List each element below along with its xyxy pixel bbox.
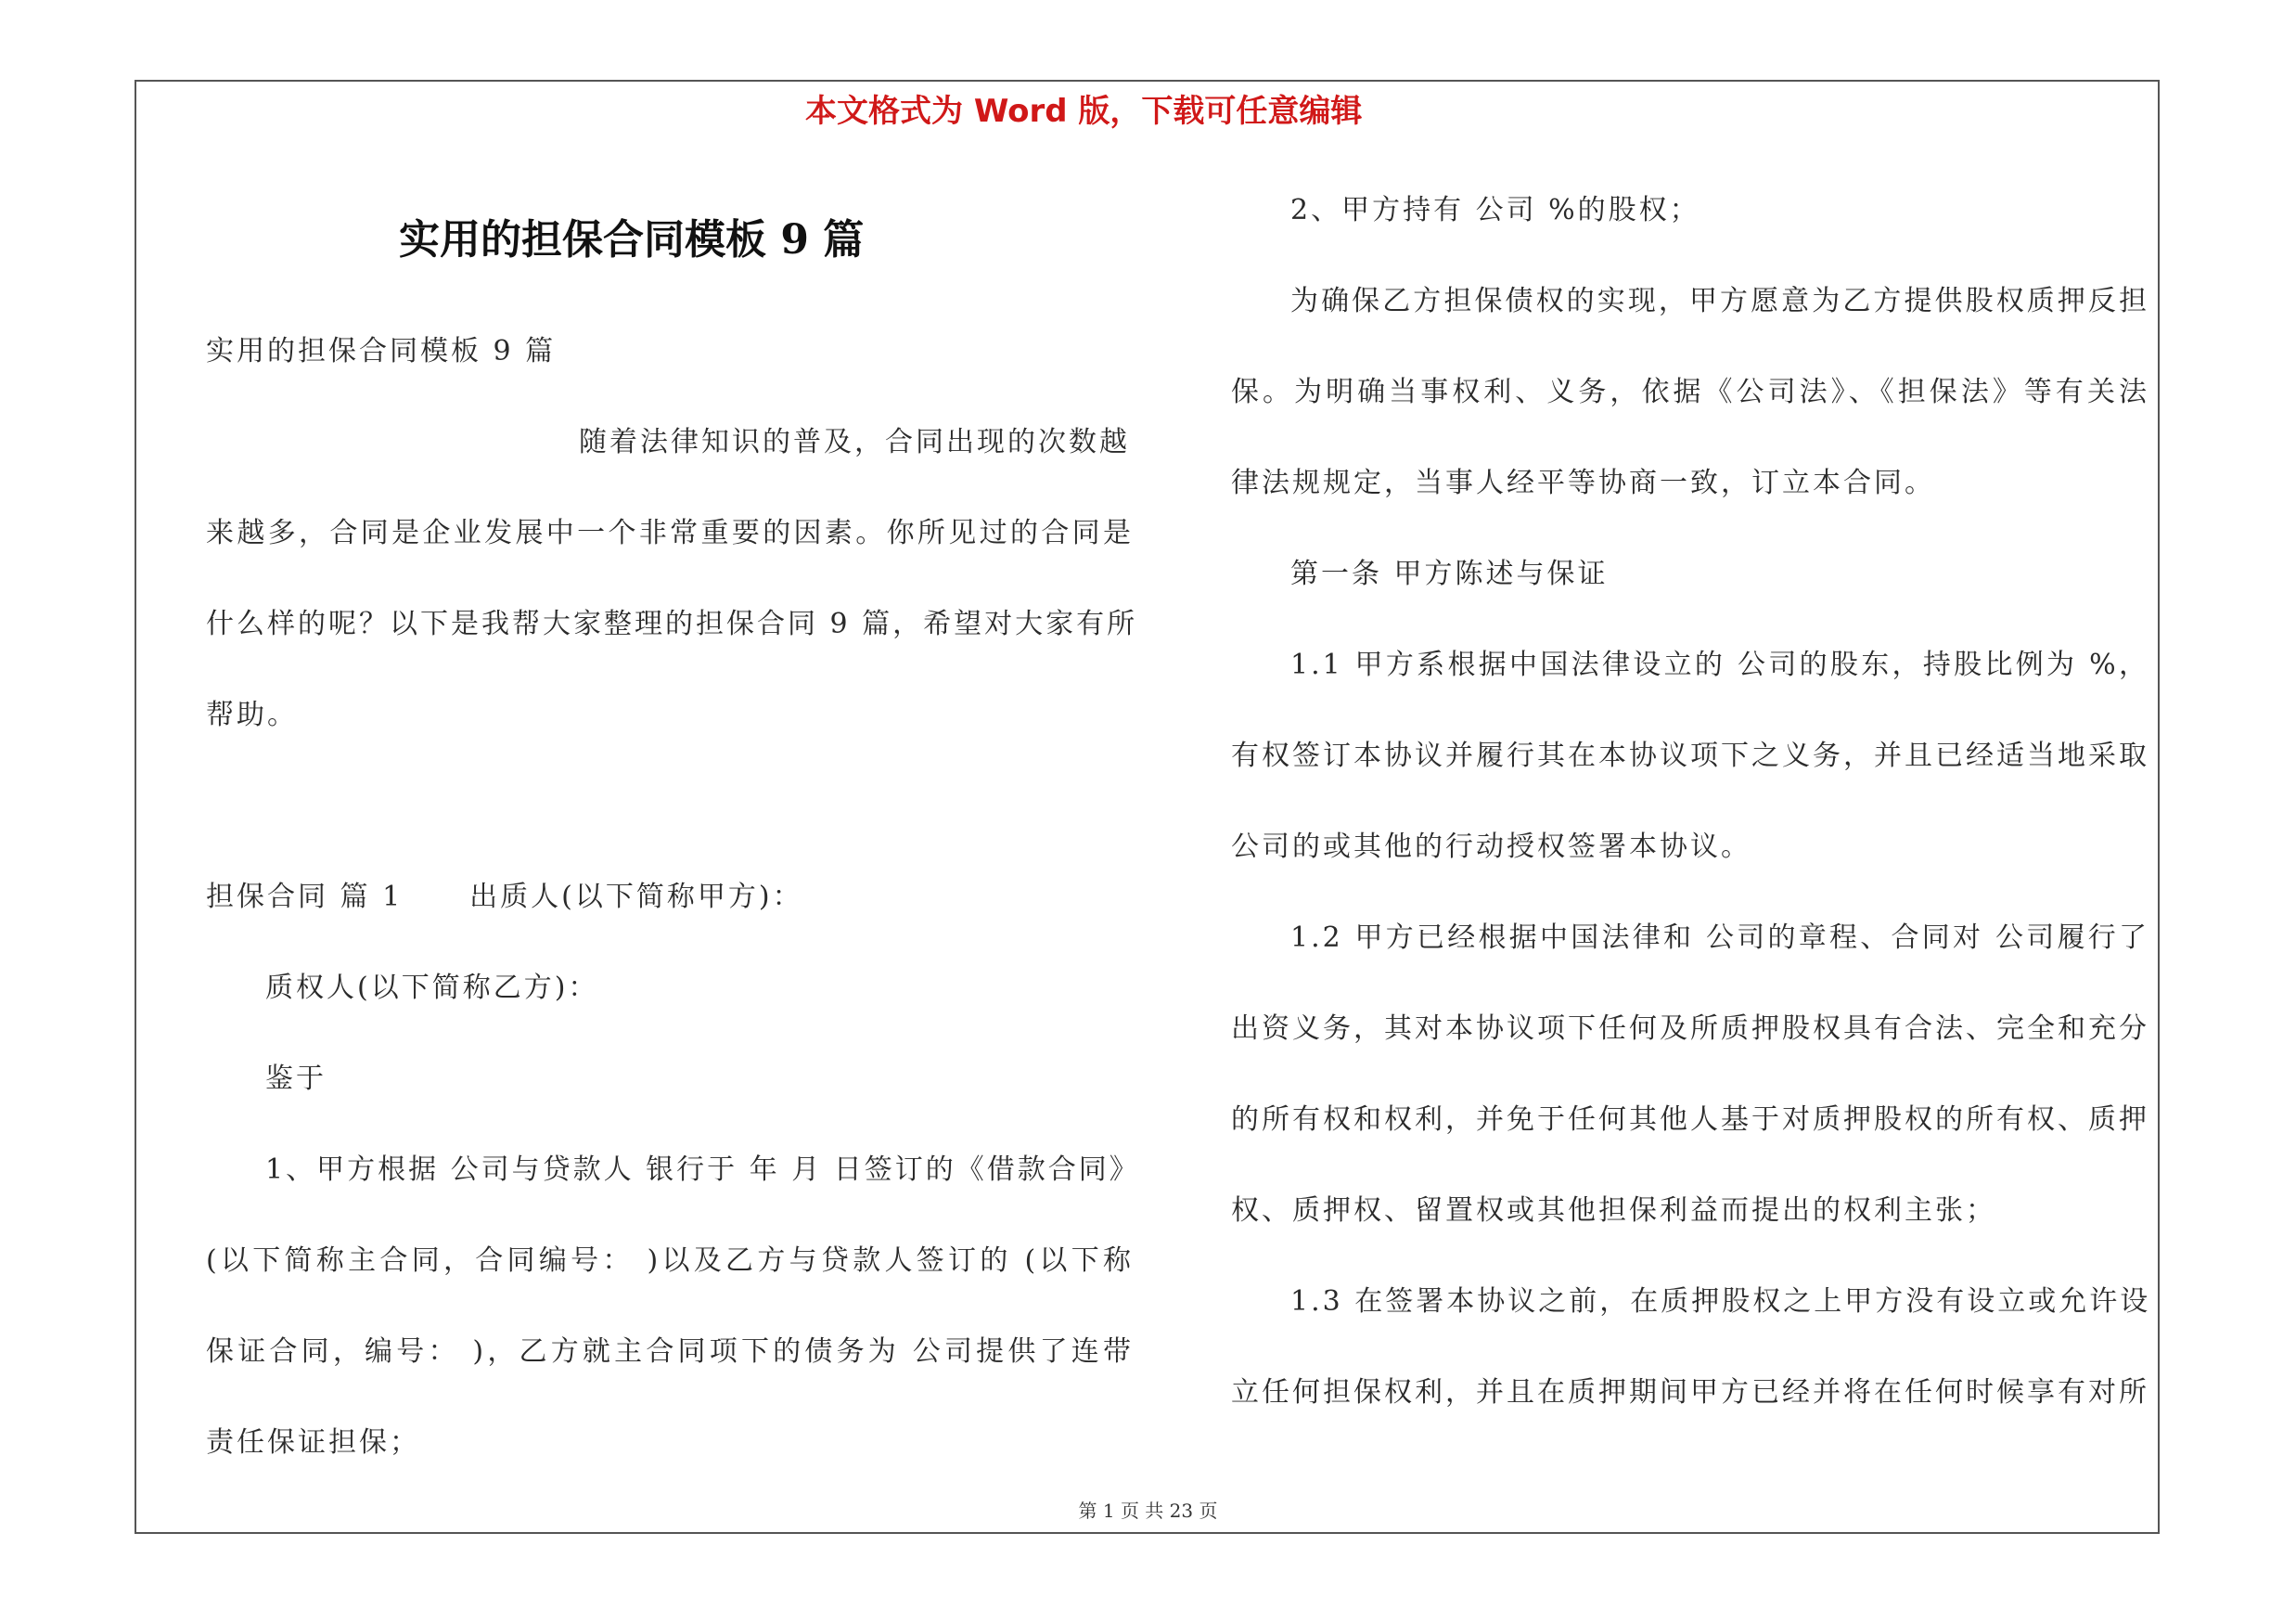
purpose-line-3: 律法规规定，当事人经平等协商一致，订立本合同。 (1231, 467, 1935, 499)
item-1-1-line-1: 1.1 甲方系根据中国法律设立的 公司的股东，持股比例为 %， (1290, 649, 2149, 681)
editable-notice-banner: 本文格式为 Word 版，下载可任意编辑 (805, 93, 1363, 130)
item-1-1-line-2: 有权签订本协议并履行其在本协议项下之义务，并且已经适当地采取 (1231, 740, 2149, 772)
item-1-1-line-3: 公司的或其他的行动授权签署本协议。 (1231, 831, 1751, 863)
clause2-line: 2、甲方持有 公司 %的股权； (1290, 194, 1700, 226)
item-1-2-line-2: 出资义务，其对本协议项下任何及所质押股权具有合法、完全和充分 (1231, 1012, 2149, 1045)
intro-line-2: 来越多，合同是企业发展中一个非常重要的因素。你所见过的合同是 (206, 517, 1134, 549)
item-1-2-line-4: 权、质押权、留置权或其他担保利益而提出的权利主张； (1231, 1194, 1996, 1227)
section-label: 担保合同 篇 1 (206, 881, 404, 913)
item-1-2-line-3: 的所有权和权利，并免于任何其他人基于对质押股权的所有权、质押 (1231, 1103, 2149, 1136)
clause1-line-1: 1、甲方根据 公司与贷款人 银行于 年 月 日签订的《借款合同》 (265, 1153, 1140, 1186)
clause1-line-4: 责任保证担保； (206, 1426, 420, 1459)
clause1-line-2: (以下简称主合同，合同编号： )以及乙方与贷款人签订的 (以下称 (206, 1244, 1134, 1277)
whereas-line: 鉴于 (265, 1063, 327, 1095)
pledgee-line: 质权人(以下简称乙方)： (265, 972, 599, 1004)
intro-line-1: 随着法律知识的普及，合同出现的次数越 (579, 426, 1130, 458)
page-number-footer: 第 1 页 共 23 页 (1078, 1500, 1218, 1522)
clause1-line-3: 保证合同，编号： )，乙方就主合同项下的债务为 公司提供了连带 (206, 1335, 1134, 1368)
item-1-3-line-2: 立任何担保权利，并且在质押期间甲方已经并将在任何时候享有对所 (1231, 1376, 2149, 1409)
section-heading (206, 852, 1134, 943)
blank-gap (206, 761, 1134, 852)
purpose-line-2: 保。为明确当事权利、义务，依据《公司法》、《担保法》等有关法 (1231, 376, 2149, 408)
right-column (1231, 165, 2149, 1438)
item-1-2-line-1: 1.2 甲方已经根据中国法律和 公司的章程、合同对 公司履行了 (1290, 921, 2149, 954)
document-title: 实用的担保合同模板 9 篇 (399, 216, 865, 264)
intro-line-3: 什么样的呢？以下是我帮大家整理的担保合同 9 篇，希望对大家有所 (206, 608, 1138, 640)
purpose-line-1: 为确保乙方担保债权的实现，甲方愿意为乙方提供股权质押反担 (1290, 285, 2149, 317)
pledgor-line: 出质人(以下简称甲方)： (469, 881, 803, 913)
article1-heading: 第一条 甲方陈述与保证 (1290, 558, 1609, 590)
intro-line-4: 帮助。 (206, 699, 298, 731)
left-column (206, 306, 1140, 1488)
item-1-3-line-1: 1.3 在签署本协议之前，在质押股权之上甲方没有设立或允许设 (1290, 1285, 2151, 1318)
subtitle: 实用的担保合同模板 9 篇 (206, 335, 557, 367)
